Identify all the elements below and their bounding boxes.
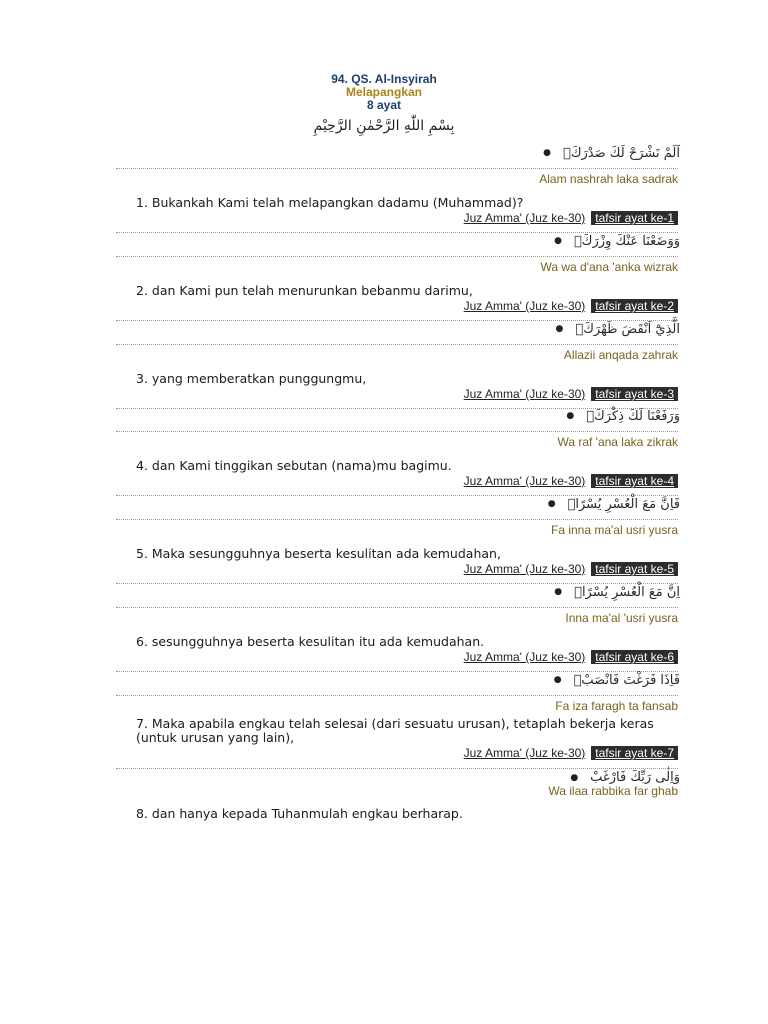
translation: 2. dan Kami pun telah menurunkan bebanmu darimu,: [136, 283, 473, 298]
verse-block-3: [0, 319, 768, 409]
arabic-row: [543, 143, 680, 163]
arabic-row: [566, 406, 680, 426]
transliteration: Inna ma'al 'usri yusra: [565, 611, 678, 625]
tafsir-link[interactable]: tafsir ayat ke-1: [591, 211, 678, 225]
translation: 6. sesungguhnya beserta kesulitan itu ada kemudahan.: [136, 634, 485, 649]
juz-link[interactable]: Juz Amma' (Juz ke-30): [463, 650, 586, 664]
arabic-text: اِنَّ مَعَ الْعُسْرِ يُسْرًاۗ: [574, 584, 680, 600]
transliteration: Alam nashrah laka sadrak: [539, 172, 678, 186]
bullet-icon: ●: [555, 324, 564, 334]
arabic-row: [554, 231, 680, 251]
arabic-text: وَوَضَعْنَا عَنْكَ وِزْرَكَۙ: [574, 233, 680, 249]
link-row: [464, 387, 678, 401]
bullet-icon: ●: [547, 499, 556, 509]
arabic-text: وَاِلٰى رَبِّكَ فَارْغَبْ: [590, 770, 680, 785]
surah-meaning: Melapangkan: [345, 85, 423, 99]
link-row: [464, 746, 678, 760]
transliteration: Wa wa d'ana 'anka wizrak: [540, 260, 678, 274]
arabic-row: [554, 582, 680, 602]
verse-block-6: [0, 582, 768, 672]
juz-link[interactable]: Juz Amma' (Juz ke-30): [463, 474, 586, 488]
bullet-icon: ●: [543, 148, 552, 158]
surah-title: 94. QS. Al-Insyirah: [331, 72, 437, 86]
bullet-icon: ●: [553, 675, 562, 685]
bullet-icon: ●: [554, 587, 563, 597]
link-row: [464, 299, 678, 313]
juz-link[interactable]: Juz Amma' (Juz ke-30): [463, 746, 586, 760]
dotted-divider: [116, 607, 678, 608]
bullet-icon: ●: [566, 411, 575, 421]
translation: 8. dan hanya kepada Tuhanmulah engkau berharap.: [136, 806, 463, 821]
dotted-divider: [116, 768, 678, 769]
verse-block-2: [0, 231, 768, 321]
link-row: [464, 474, 678, 488]
arabic-row: [556, 319, 680, 339]
arabic-text: الَّذِيْٓ اَنْقَضَ ظَهْرَكَۙ: [575, 321, 680, 337]
translation: 5. Maka sesungguhnya beserta kesulitan ada kemudahan,: [136, 546, 501, 561]
tafsir-link[interactable]: tafsir ayat ke-2: [591, 299, 678, 313]
arabic-row: [554, 670, 680, 690]
verse-block-5: [0, 494, 768, 584]
translation: 4. dan Kami tinggikan sebutan (nama)mu bagimu.: [136, 458, 452, 473]
tafsir-link[interactable]: tafsir ayat ke-6: [591, 650, 678, 664]
arabic-text: اَلَمْ نَشْرَحْ لَكَ صَدْرَكَۙ: [563, 145, 680, 161]
tafsir-link[interactable]: tafsir ayat ke-5: [591, 562, 678, 576]
bullet-icon: ●: [554, 236, 562, 246]
transliteration: Wa ilaa rabbika far ghab: [548, 784, 678, 798]
transliteration: Fa iza faragh ta fansab: [555, 699, 678, 713]
link-row: [464, 562, 678, 576]
transliteration: Wa raf 'ana laka zikrak: [557, 435, 678, 449]
juz-link[interactable]: Juz Amma' (Juz ke-30): [463, 387, 586, 401]
verse-block-1: [0, 143, 768, 233]
arabic-row: [570, 770, 680, 785]
dotted-divider: [116, 344, 678, 345]
bullet-icon: ●: [570, 772, 579, 783]
tafsir-link[interactable]: tafsir ayat ke-7: [591, 746, 678, 760]
dotted-divider: [116, 431, 678, 432]
dotted-divider: [116, 168, 678, 169]
dotted-divider: [116, 695, 678, 696]
transliteration: Fa inna ma'al usri yusra: [550, 523, 678, 537]
juz-link[interactable]: Juz Amma' (Juz ke-30): [463, 562, 586, 576]
link-row: [464, 650, 678, 664]
link-row: [464, 211, 678, 225]
arabic-row: [548, 494, 680, 514]
verse-block-4: [0, 406, 768, 496]
basmalah: بِسْمِ اللّٰهِ الرَّحْمٰنِ الرَّحِيْمِ: [313, 118, 455, 134]
translation: 3. yang memberatkan punggungmu,: [136, 371, 367, 386]
arabic-text: فَاِنَّ مَعَ الْعُسْرِ يُسْرًاۙ: [567, 496, 680, 512]
juz-link[interactable]: Juz Amma' (Juz ke-30): [463, 299, 586, 313]
transliteration: Allazii anqada zahrak: [563, 348, 678, 362]
arabic-text: فَاِذَا فَرَغْتَ فَانْصَبْۙ: [573, 672, 680, 688]
juz-link[interactable]: Juz Amma' (Juz ke-30): [463, 211, 586, 225]
translation: 1. Bukankah Kami telah melapangkan dadamu (Muhammad)?: [136, 195, 524, 210]
translation: 7. Maka apabila engkau telah selesai (dari sesuatu urusan), tetaplah bekerja keras (untuk urusan yang lain),: [136, 716, 654, 745]
verse-count: 8 ayat: [366, 98, 402, 112]
tafsir-link[interactable]: tafsir ayat ke-4: [591, 474, 678, 488]
dotted-divider: [116, 256, 678, 257]
arabic-text: وَرَفَعْنَا لَكَ ذِكْرَكَۗ: [586, 408, 680, 424]
dotted-divider: [116, 519, 678, 520]
tafsir-link[interactable]: tafsir ayat ke-3: [591, 387, 678, 401]
